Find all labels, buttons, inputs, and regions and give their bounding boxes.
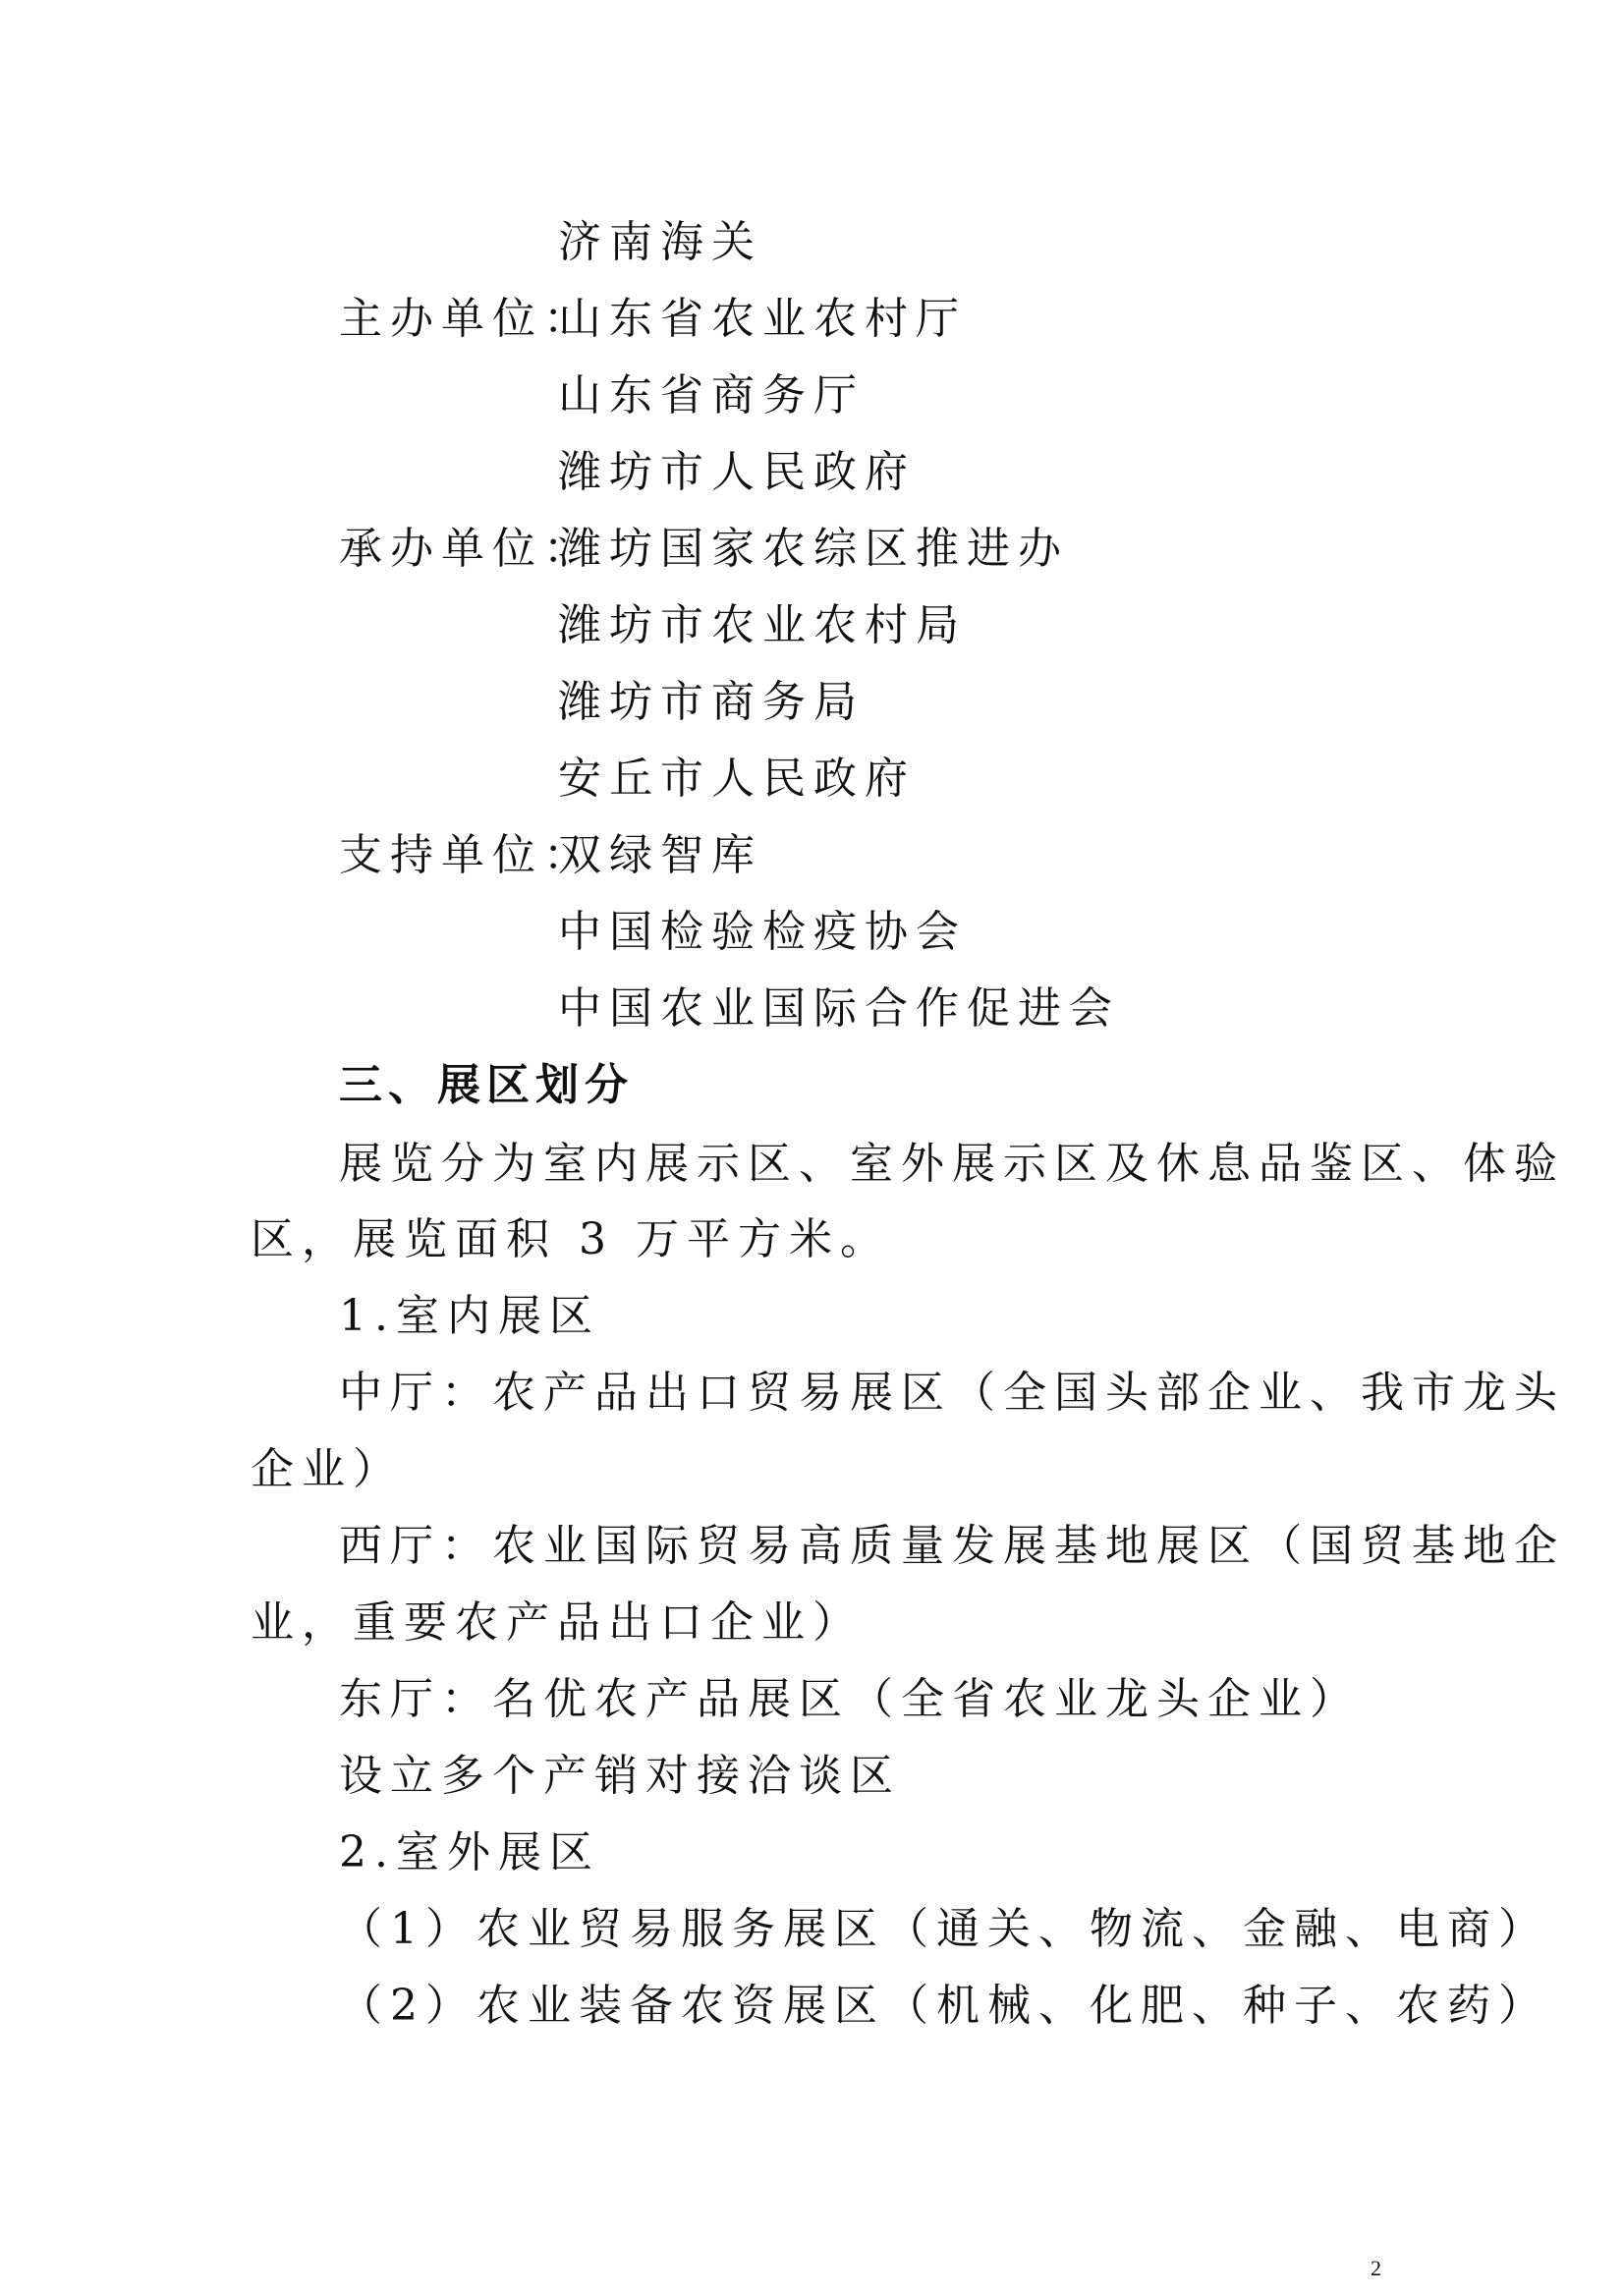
paragraph-line: 业，重要农产品出口企业）	[251, 1597, 864, 1648]
coorganizer-continued: 济南海关	[558, 217, 762, 267]
undertaker-unit: 安丘市人民政府	[558, 754, 916, 804]
host-unit: 山东省商务厅	[558, 370, 865, 420]
host-unit: 潍坊市人民政府	[558, 447, 916, 497]
paragraph-line: 设立多个产销对接洽谈区	[339, 1751, 901, 1801]
undertaker-unit: 潍坊市商务局	[558, 677, 865, 727]
paragraph-line: 企业）	[251, 1444, 404, 1494]
undertaker-unit: 潍坊国家农综区推进办	[558, 524, 1069, 574]
page-number: 2	[1371, 2256, 1381, 2280]
support-unit: 中国农业国际合作促进会	[558, 983, 1120, 1034]
host-label: 主办单位：	[339, 294, 594, 344]
subsection-title: 2.室外展区	[339, 1827, 600, 1877]
support-unit: 双绿智库	[558, 830, 762, 880]
support-unit: 中国检验检疫协会	[558, 907, 967, 957]
list-item: （1）农业贸易服务展区（通关、物流、金融、电商）	[339, 1904, 1549, 1954]
subsection-title: 1.室内展区	[339, 1291, 600, 1341]
paragraph-line: 西厅：农业国际贸易高质量发展基地展区（国贸基地企	[339, 1521, 1565, 1571]
list-item: （2）农业装备农资展区（机械、化肥、种子、农药）	[339, 1981, 1549, 2031]
host-unit: 山东省农业农村厅	[558, 294, 967, 344]
support-label: 支持单位：	[339, 830, 594, 880]
paragraph-line: 中厅：农产品出口贸易展区（全国头部企业、我市龙头	[339, 1368, 1565, 1418]
paragraph-line: 东厅：名优农产品展区（全省农业龙头企业）	[339, 1674, 1361, 1724]
undertaker-label: 承办单位：	[339, 524, 594, 574]
paragraph-line: 展览分为室内展示区、室外展示区及休息品鉴区、体验	[339, 1139, 1565, 1189]
section-heading: 三、展区划分	[339, 1060, 634, 1110]
paragraph-line: 区，展览面积 3 万平方米。	[251, 1214, 891, 1264]
undertaker-unit: 潍坊市农业农村局	[558, 600, 967, 650]
